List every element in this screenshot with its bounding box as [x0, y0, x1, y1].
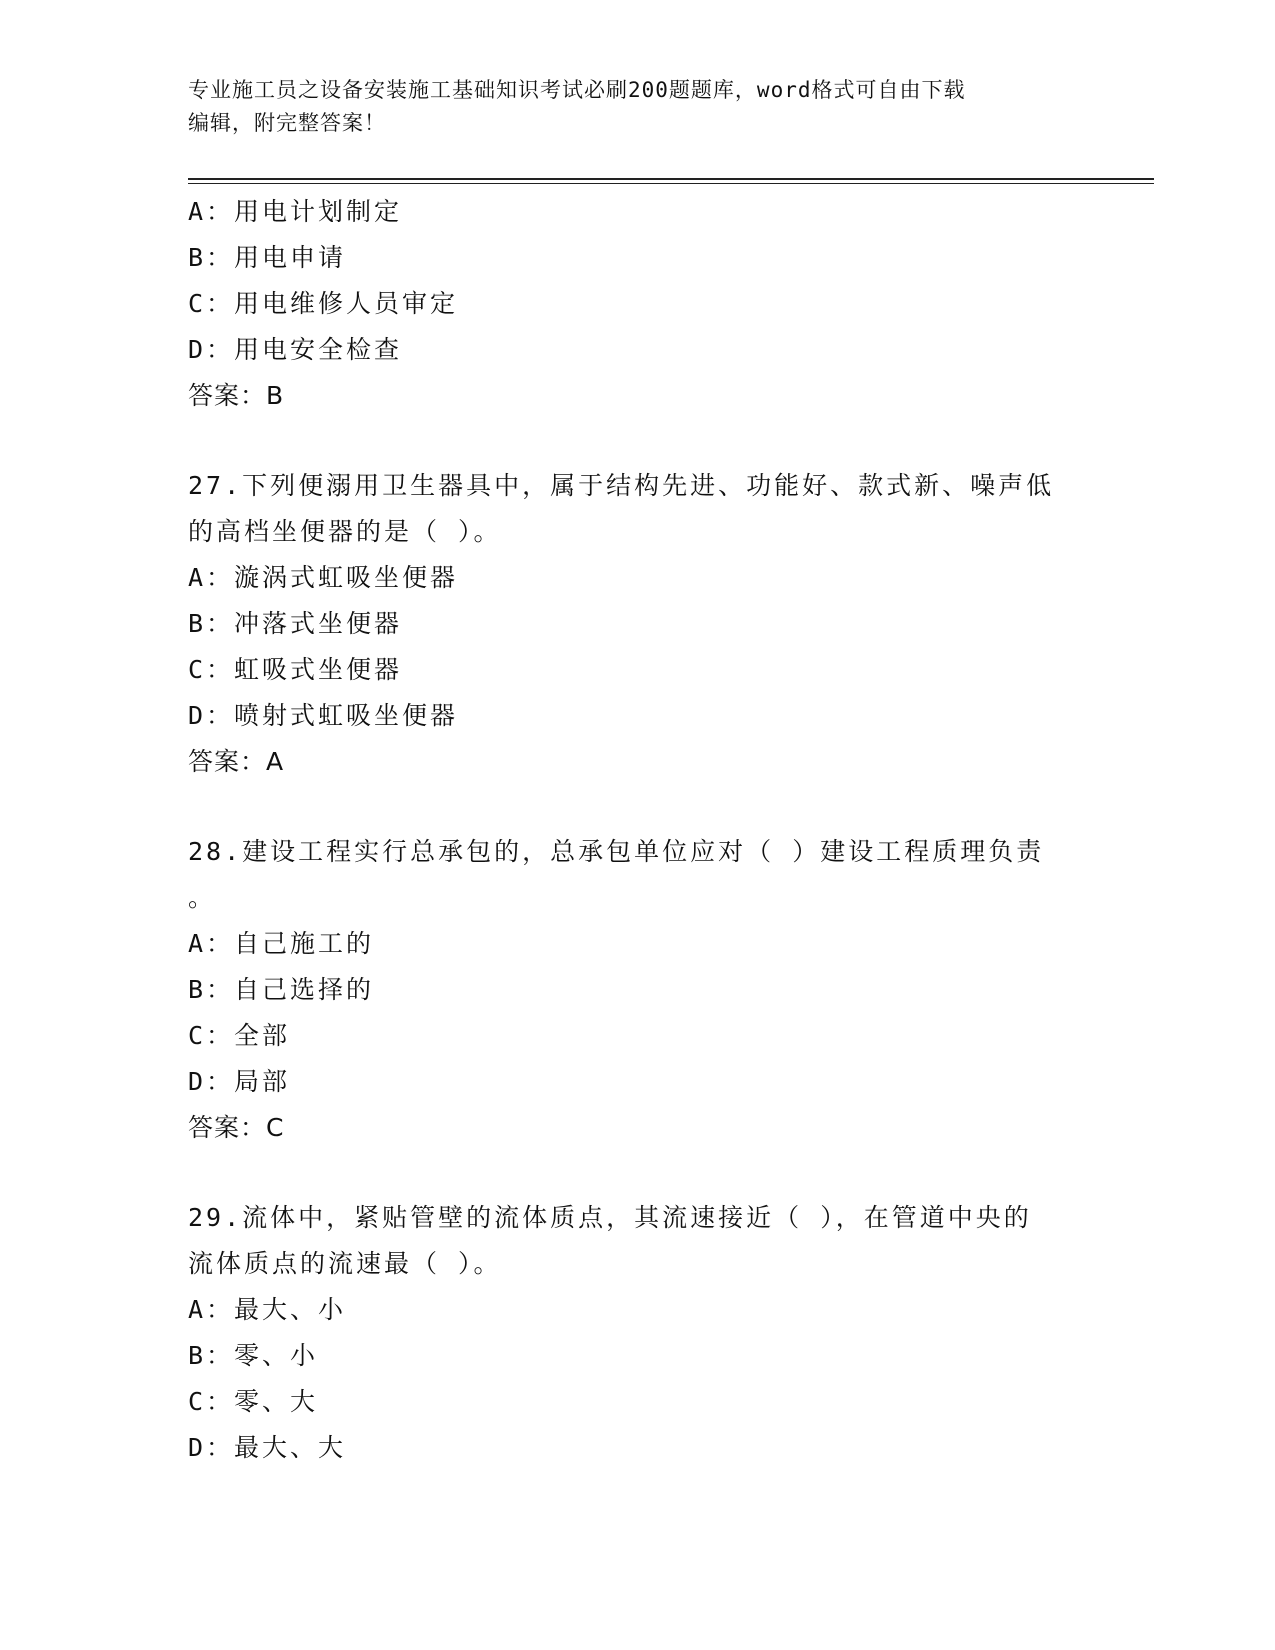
question-stem-line-2: 流体质点的流速最（ ）。	[188, 1249, 502, 1278]
option-c: C：全部	[188, 1021, 291, 1050]
option-a: A：用电计划制定	[188, 197, 403, 226]
document-header	[188, 74, 1068, 140]
header-line-2: 编辑，附完整答案！	[188, 111, 386, 135]
option-d: D：最大、大	[188, 1433, 347, 1462]
header-line-1: 专业施工员之设备安装施工基础知识考试必刷200题题库，word格式可自由下载	[188, 78, 966, 102]
option-b: B：冲落式坐便器	[188, 609, 403, 638]
question-stem-line-1: 27.下列便溺用卫生器具中，属于结构先进、功能好、款式新、噪声低	[188, 471, 1055, 500]
option-c: C：用电维修人员审定	[188, 289, 459, 318]
header-divider-thick	[188, 178, 1154, 180]
question-27	[188, 463, 1088, 785]
option-a: A：最大、小	[188, 1295, 347, 1324]
option-b: B：零、小	[188, 1341, 319, 1370]
answer: 答案：B	[188, 381, 285, 410]
answer: 答案：C	[188, 1113, 285, 1142]
option-a: A：自己施工的	[188, 929, 375, 958]
question-stem-line-2: 。	[188, 883, 217, 912]
answer: 答案：A	[188, 747, 285, 776]
option-d: D：用电安全检查	[188, 335, 403, 364]
option-b: B：用电申请	[188, 243, 347, 272]
header-divider-thin	[188, 183, 1154, 184]
question-stem-line-2: 的高档坐便器的是（ ）。	[188, 517, 502, 546]
question-list	[188, 189, 1088, 1471]
option-c: C：零、大	[188, 1387, 319, 1416]
option-b: B：自己选择的	[188, 975, 375, 1004]
question-28	[188, 829, 1088, 1151]
question-26	[188, 189, 1088, 419]
question-29	[188, 1195, 1088, 1471]
option-a: A：漩涡式虹吸坐便器	[188, 563, 459, 592]
option-c: C：虹吸式坐便器	[188, 655, 403, 684]
question-stem-line-1: 28.建设工程实行总承包的，总承包单位应对（ ）建设工程质理负责	[188, 837, 1045, 866]
option-d: D：局部	[188, 1067, 291, 1096]
option-d: D：喷射式虹吸坐便器	[188, 701, 459, 730]
question-stem-line-1: 29.流体中，紧贴管壁的流体质点，其流速接近（ ），在管道中央的	[188, 1203, 1032, 1232]
